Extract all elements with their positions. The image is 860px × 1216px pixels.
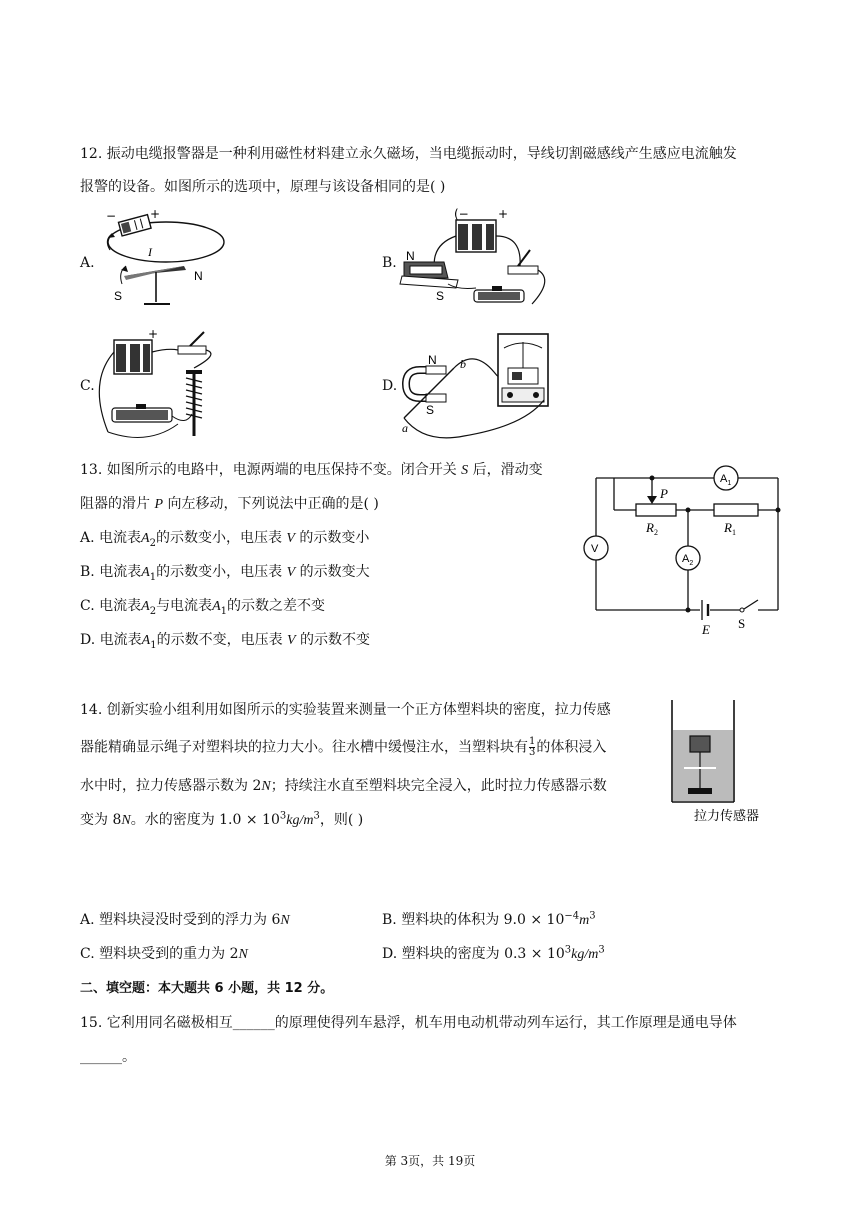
q13-line2: 阻器的滑片 P 向左移动，下列说法中正确的是( ): [80, 496, 379, 512]
fraction-one-third: $\frac{1}{3}$: [529, 736, 536, 758]
fig-d-b: b: [460, 357, 466, 371]
fig-d-S: S: [426, 403, 435, 417]
circuit-E: E: [702, 622, 710, 636]
fig-c-plus: +: [148, 328, 159, 341]
q14-line3: 水中时，拉力传感器示数为 2N；持续注水直至塑料块完全浸入，此时拉力传感器示数: [80, 778, 607, 794]
q13-option-a: A. 电流表$A_2$的示数变小，电压表 V 的示数变小: [80, 530, 370, 549]
q14-option-c: C. 塑料块受到的重力为 2N: [80, 946, 248, 962]
q12-option-d-label: D.: [382, 378, 398, 394]
q12-option-a-label: A.: [80, 255, 95, 271]
fig-a-S: S: [114, 289, 123, 303]
q13-circuit-diagram: [574, 456, 794, 636]
fig-d-a: a: [402, 421, 408, 435]
q14-option-b: B. 塑料块的体积为 $9.0 \times 10^{-4}m^3$: [382, 910, 596, 928]
fig-b-plus: +: [498, 207, 509, 221]
circuit-R2: R: [646, 520, 654, 535]
circuit-R1-sub: 1: [731, 528, 736, 537]
circuit-A1: A: [720, 473, 728, 485]
fig-b-S: S: [436, 289, 445, 303]
q14-line2: 器能精确显示绳子对塑料块的拉力大小。往水槽中缓慢注水，当塑料块有 $\frac{1}{3}$ 的体积浸入: [80, 736, 607, 758]
page-footer: 第 3页，共 19页: [384, 1154, 476, 1168]
fig-a-minus: −: [106, 209, 117, 223]
q14-line1: 14. 创新实验小组利用如图所示的实验装置来测量一个正方体塑料块的密度，拉力传感: [80, 702, 611, 718]
circuit-P: P: [660, 486, 668, 501]
circuit-V: V: [591, 543, 599, 555]
q12-line2: 报警的设备。如图所示的选项中，原理与该设备相同的是( ): [80, 179, 446, 195]
circuit-A2: A: [682, 553, 690, 565]
q13-option-b: B. 电流表$A_1$的示数变小，电压表 V 的示数变大: [80, 564, 370, 583]
q12-option-b-label: B.: [382, 255, 397, 271]
q12-figure-c: [96, 328, 226, 444]
fig-d-N: N: [428, 353, 437, 367]
q13-line1: 13. 如图所示的电路中，电源两端的电压保持不变。闭合开关 S 后，滑动变: [80, 462, 543, 478]
circuit-A1-sub: 1: [727, 480, 732, 487]
q13-option-c: C. 电流表$A_2$与电流表$A_1$的示数之差不变: [80, 598, 325, 617]
q14-line4: 变为 8N。水的密度为 $1.0 \times 10^3kg/m^3$，则( ): [80, 810, 364, 828]
q14-option-d: D. 塑料块的密度为 $0.3 \times 10^3kg/m^3$: [382, 944, 605, 962]
q13-option-d: D. 电流表$A_1$的示数不变，电压表 V 的示数不变: [80, 632, 371, 651]
svg-text:R1: [723, 520, 736, 537]
circuit-R2-sub: 2: [653, 528, 658, 537]
q14-apparatus-figure: [664, 696, 788, 828]
q12-figure-d: [398, 328, 558, 444]
q12-figure-b: [398, 206, 558, 316]
fig-b-N: N: [406, 249, 415, 263]
q12-line1: 12. 振动电缆报警器是一种利用磁性材料建立永久磁场，当电缆振动时，导线切割磁感线产生感应电流触发: [80, 146, 737, 162]
circuit-S: S: [738, 616, 746, 631]
q14-option-a: A. 塑料块浸没时受到的浮力为 6N: [80, 912, 290, 928]
q15-line2: ______。: [80, 1049, 136, 1065]
sensor-label: 拉力传感器: [694, 809, 760, 824]
section-2-heading: 二、填空题：本大题共 6 小题，共 12 分。: [80, 981, 334, 996]
q12-figure-a: [96, 206, 226, 314]
fig-b-minus: (−: [454, 207, 469, 221]
svg-text:R2: [645, 520, 658, 537]
q15-line1: 15. 它利用同名磁极相互______的原理使得列车悬浮，机车用电动机带动列车运行，其工作原理是通电导体: [80, 1015, 737, 1031]
fig-a-I: I: [148, 245, 152, 259]
fig-a-plus: +: [150, 207, 161, 221]
q12-option-c-label: C.: [80, 378, 95, 394]
circuit-A2-sub: 2: [689, 560, 694, 567]
fig-a-N: N: [194, 269, 203, 283]
circuit-R1: R: [724, 520, 732, 535]
